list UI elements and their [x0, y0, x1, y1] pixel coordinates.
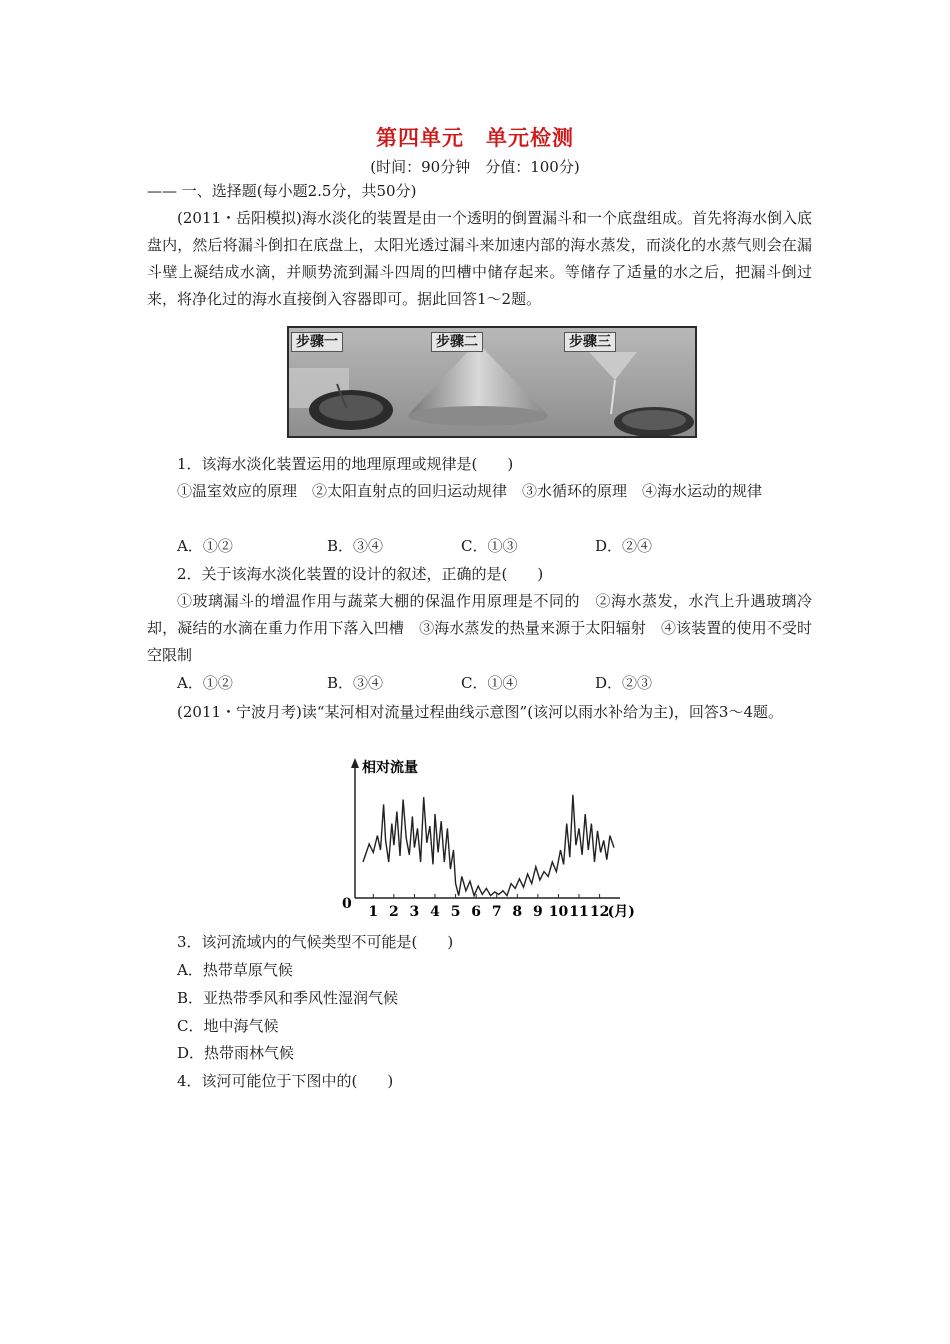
- q4-stem: 4．该河可能位于下图中的( ): [177, 1072, 394, 1090]
- q1-option-c[interactable]: C．①③: [461, 537, 518, 555]
- q2-options: [177, 670, 842, 697]
- q1-statements: ①温室效应的原理 ②太阳直射点的回归运动规律 ③水循环的原理 ④海水运动的规律: [177, 482, 763, 500]
- q1-option-b[interactable]: B．③④: [327, 537, 384, 555]
- x-tick-label: 10: [548, 904, 569, 920]
- x-axis-unit: (月): [607, 904, 635, 920]
- q2-option-b[interactable]: B．③④: [327, 674, 384, 692]
- q3-stem: 3．该河流域内的气候类型不可能是( ): [177, 933, 454, 951]
- photo-illustration: [289, 328, 695, 436]
- q1-options: [177, 533, 842, 560]
- q2-statements: ①玻璃漏斗的增温作用与蔬菜大棚的保温作用原理是不同的 ②海水蒸发，水汽上升遇玻璃冷却，凝结的水滴在重力作用下落入凹槽 ③海水蒸发的热量来源于太阳辐射 ④该装置的使用不受时空限制: [147, 592, 812, 664]
- q3-option-c[interactable]: C．地中海气候: [177, 1017, 279, 1035]
- x-tick-label: 12: [589, 904, 610, 920]
- exam-meta: (时间：90分钟 分值：100分): [370, 158, 580, 176]
- x-tick-label: 8: [512, 904, 523, 920]
- y-axis-arrow: [351, 758, 359, 768]
- x-tick-label: 1: [368, 904, 379, 920]
- intro-paragraph-1: (2011・岳阳模拟)海水淡化的装置是由一个透明的倒置漏斗和一个底盘组成。首先将海水倒入底盘内，然后将漏斗倒扣在底盘上，太阳光透过漏斗来加速内部的海水蒸发，而淡化的水蒸气则会在漏斗壁上凝结成水滴，并顺势流到漏斗四周的凹槽中储存起来。等储存了适量的水之后，把漏斗倒过来，将净化过的海水直接倒入容器即可。据此回答1～2题。: [147, 209, 812, 308]
- q3-option-a[interactable]: A．热带草原气候: [177, 961, 293, 979]
- q1-option-a[interactable]: A．①②: [177, 537, 233, 555]
- q2-stem: 2．关于该海水淡化装置的设计的叙述，正确的是( ): [177, 565, 544, 583]
- step-2-label: 步骤二: [431, 332, 483, 352]
- x-tick-label: 11: [569, 904, 589, 920]
- q3-option-b[interactable]: B．亚热带季风和季风性湿润气候: [177, 989, 399, 1007]
- river-flow-chart: [320, 756, 650, 921]
- x-tick-label: 6: [471, 904, 482, 920]
- desalination-photo: [287, 326, 697, 438]
- y-axis-label: 相对流量: [362, 760, 418, 776]
- x-tick-label: 3: [409, 904, 420, 920]
- q1-option-d[interactable]: D．②④: [595, 537, 653, 555]
- x-tick-label: 4: [430, 904, 440, 920]
- x-tick-label: 2: [388, 904, 399, 920]
- q3-option-d[interactable]: D．热带雨林气候: [177, 1044, 295, 1062]
- x-tick-label: 9: [533, 904, 543, 920]
- section-heading: —— 一、选择题(每小题2.5分，共50分): [147, 182, 417, 200]
- step-3-label: 步骤三: [564, 332, 616, 352]
- q2-option-d[interactable]: D．②③: [595, 674, 653, 692]
- intro-paragraph-2: (2011・宁波月考)读“某河相对流量过程曲线示意图”(该河以雨水补给为主)，回答3～4题。: [177, 703, 784, 721]
- step-1-label: 步骤一: [291, 332, 343, 352]
- origin-label: 0: [342, 896, 352, 912]
- x-tick-label: 7: [491, 904, 502, 920]
- q1-stem: 1．该海水淡化装置运用的地理原理或规律是( ): [177, 455, 514, 473]
- q2-option-c[interactable]: C．①④: [461, 674, 518, 692]
- page-title: 第四单元 单元检测: [376, 126, 574, 150]
- flow-curve-series: [363, 795, 614, 896]
- x-tick-label: 5: [450, 904, 461, 920]
- q2-option-a[interactable]: A．①②: [177, 674, 233, 692]
